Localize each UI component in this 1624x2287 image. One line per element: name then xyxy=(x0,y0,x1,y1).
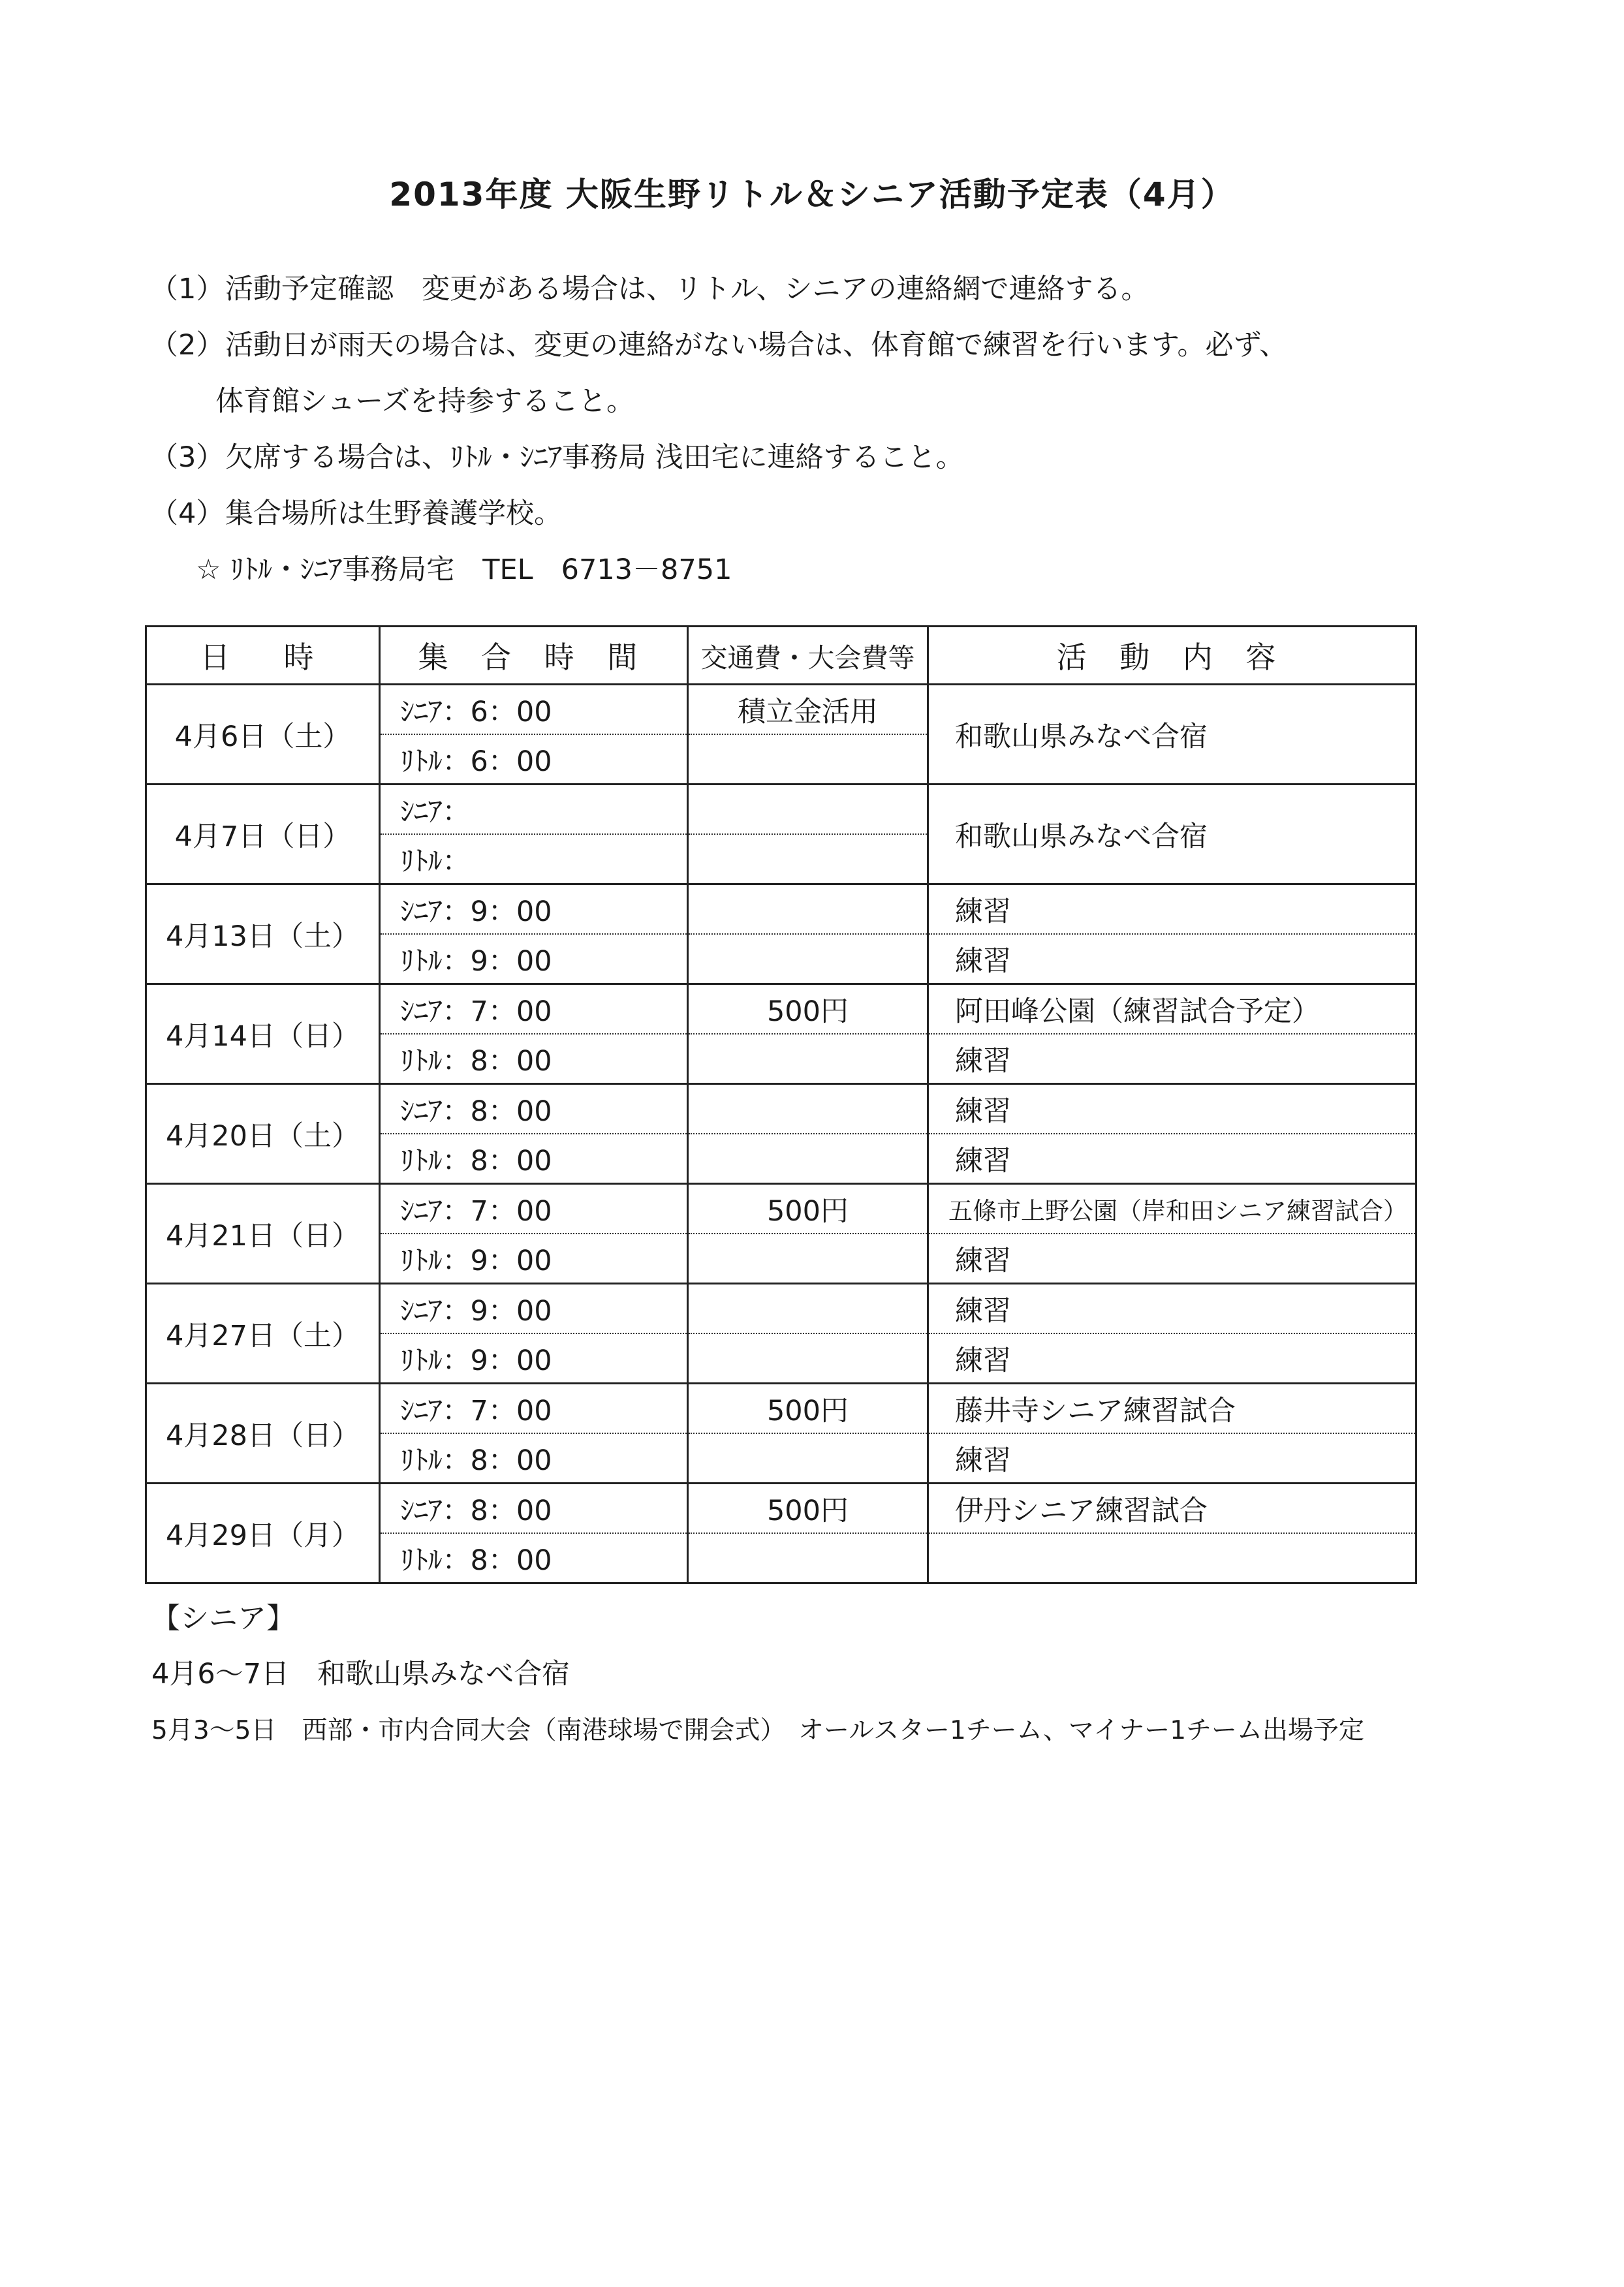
note-2 xyxy=(150,317,1521,373)
table-row xyxy=(146,1184,1416,1234)
table-row xyxy=(146,1284,1416,1334)
senior-time-cell: ｼﾆｱ：7：00 xyxy=(380,984,688,1035)
activity-cell: 和歌山県みなべ合宿 xyxy=(928,685,1416,785)
senior-time-cell: ｼﾆｱ：9：00 xyxy=(380,884,688,935)
note-text: 欠席する場合は、ﾘﾄﾙ・ｼﾆｱ事務局 浅田宅に連絡すること。 xyxy=(225,441,964,474)
note-text: 活動日が雨天の場合は、変更の連絡がない場合は、体育館で練習を行います。必ず、 xyxy=(225,329,1288,362)
note-number: （2） xyxy=(150,329,225,362)
fee-cell: 500円 xyxy=(688,1184,928,1234)
footer-heading: 【シニア】 xyxy=(151,1602,295,1635)
activity-cell: 練習 xyxy=(928,884,1416,935)
table-row xyxy=(146,1484,1416,1534)
activity-cell: 練習 xyxy=(928,1433,1416,1484)
schedule-table xyxy=(145,625,1417,1584)
header-meeting-time: 集 合 時 間 xyxy=(380,627,688,685)
note-number: （4） xyxy=(150,497,225,530)
note-number: （3） xyxy=(150,441,225,474)
fee-cell xyxy=(688,1284,928,1334)
fee-cell xyxy=(688,1333,928,1384)
senior-time-cell: ｼﾆｱ：7：00 xyxy=(380,1384,688,1434)
notes-list xyxy=(150,261,1521,598)
note-3 xyxy=(150,429,1521,486)
senior-time-cell: ｼﾆｱ： xyxy=(380,785,688,835)
fee-cell xyxy=(688,1034,928,1084)
date-cell: 4月6日（土） xyxy=(146,685,380,785)
note-number: （1） xyxy=(150,273,225,305)
footer-notes xyxy=(151,1593,1587,1758)
header-activity: 活 動 内 容 xyxy=(928,627,1416,685)
fee-cell xyxy=(688,1234,928,1284)
note-4 xyxy=(150,486,1521,542)
table-row xyxy=(146,685,1416,735)
activity-cell: 練習 xyxy=(928,1333,1416,1384)
little-time-cell: ﾘﾄﾙ：8：00 xyxy=(380,1433,688,1484)
date-cell: 4月20日（土） xyxy=(146,1084,380,1184)
fee-cell: 500円 xyxy=(688,1384,928,1434)
fee-cell xyxy=(688,1533,928,1583)
little-time-cell: ﾘﾄﾙ：8：00 xyxy=(380,1134,688,1184)
note-text: 活動予定確認 変更がある場合は、リトル、シニアの連絡網で連絡する。 xyxy=(225,273,1149,305)
fee-cell: 積立金活用 xyxy=(688,685,928,735)
little-time-cell: ﾘﾄﾙ：6：00 xyxy=(380,734,688,785)
note-1 xyxy=(150,261,1521,317)
contact-line: ☆ ﾘﾄﾙ・ｼﾆｱ事務局宅 TEL 6713－8751 xyxy=(196,553,732,586)
fee-cell xyxy=(688,934,928,984)
table-row xyxy=(146,1084,1416,1134)
activity-cell: 阿田峰公園（練習試合予定） xyxy=(928,984,1416,1035)
table-row xyxy=(146,785,1416,835)
document-title: 2013年度 大阪生野リトル＆シニア活動予定表（4月） xyxy=(389,176,1235,213)
little-time-cell: ﾘﾄﾙ： xyxy=(380,834,688,884)
note-2-continued xyxy=(150,373,1521,429)
date-cell: 4月7日（日） xyxy=(146,785,380,884)
note-text: 体育館シューズを持参すること。 xyxy=(215,385,634,418)
senior-time-cell: ｼﾆｱ：8：00 xyxy=(380,1084,688,1134)
table-header-row xyxy=(146,627,1416,685)
little-time-cell: ﾘﾄﾙ：8：00 xyxy=(380,1533,688,1583)
senior-time-cell: ｼﾆｱ：7：00 xyxy=(380,1184,688,1234)
fee-cell: 500円 xyxy=(688,984,928,1035)
date-cell: 4月27日（土） xyxy=(146,1284,380,1384)
activity-cell xyxy=(928,1533,1416,1583)
activity-cell: 練習 xyxy=(928,934,1416,984)
header-fee: 交通費・大会費等 xyxy=(688,627,928,685)
date-cell: 4月14日（日） xyxy=(146,984,380,1084)
little-time-cell: ﾘﾄﾙ：9：00 xyxy=(380,1333,688,1384)
date-cell: 4月13日（土） xyxy=(146,884,380,984)
activity-cell: 練習 xyxy=(928,1134,1416,1184)
fee-cell xyxy=(688,734,928,785)
activity-cell: 練習 xyxy=(928,1084,1416,1134)
date-cell: 4月21日（日） xyxy=(146,1184,380,1284)
date-cell: 4月28日（日） xyxy=(146,1384,380,1484)
senior-time-cell: ｼﾆｱ：8：00 xyxy=(380,1484,688,1534)
fee-cell xyxy=(688,834,928,884)
activity-cell: 和歌山県みなべ合宿 xyxy=(928,785,1416,884)
little-time-cell: ﾘﾄﾙ：9：00 xyxy=(380,1234,688,1284)
date-cell: 4月29日（月） xyxy=(146,1484,380,1583)
little-time-cell: ﾘﾄﾙ：9：00 xyxy=(380,934,688,984)
header-date: 日 時 xyxy=(146,627,380,685)
fee-cell xyxy=(688,884,928,935)
activity-cell: 練習 xyxy=(928,1234,1416,1284)
activity-cell: 五條市上野公園（岸和田シニア練習試合） xyxy=(928,1184,1416,1234)
table-row xyxy=(146,1384,1416,1434)
senior-time-cell: ｼﾆｱ：9：00 xyxy=(380,1284,688,1334)
note-text: 集合場所は生野養護学校。 xyxy=(225,497,562,530)
activity-cell: 練習 xyxy=(928,1034,1416,1084)
footer-line: 5月3～5日 西部・市内合同大会（南港球場で開会式） オールスター1チーム、マイナー1チーム出場予定 xyxy=(151,1716,1365,1745)
activity-cell: 伊丹シニア練習試合 xyxy=(928,1484,1416,1534)
fee-cell xyxy=(688,1134,928,1184)
activity-cell: 練習 xyxy=(928,1284,1416,1334)
little-time-cell: ﾘﾄﾙ：8：00 xyxy=(380,1034,688,1084)
activity-cell: 藤井寺シニア練習試合 xyxy=(928,1384,1416,1434)
table-row xyxy=(146,984,1416,1035)
fee-cell xyxy=(688,785,928,835)
table-row xyxy=(146,884,1416,935)
fee-cell xyxy=(688,1433,928,1484)
fee-cell: 500円 xyxy=(688,1484,928,1534)
footer-line: 4月6～7日 和歌山県みなべ合宿 xyxy=(151,1658,570,1690)
fee-cell xyxy=(688,1084,928,1134)
senior-time-cell: ｼﾆｱ：6：00 xyxy=(380,685,688,735)
